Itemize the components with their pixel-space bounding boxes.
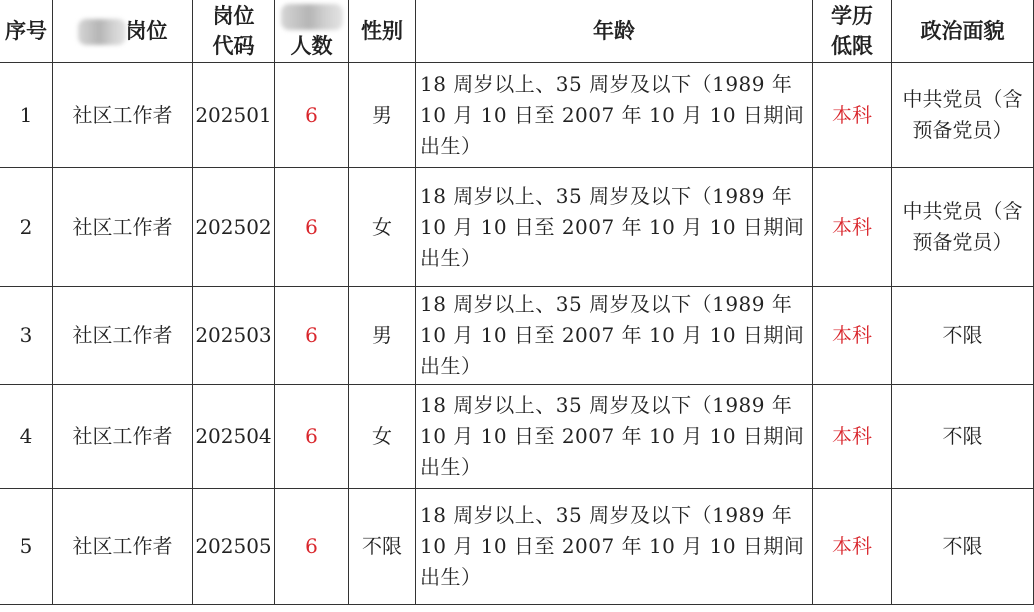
cell-political: 不限 — [892, 385, 1034, 489]
political-line: 中共党员（含 — [902, 199, 1023, 223]
cell-index: 3 — [0, 287, 53, 385]
age-line: 18 周岁以上、35 周岁及以下（1989 年 — [420, 503, 793, 527]
cell-education: 本科 — [813, 63, 892, 168]
cell-index: 1 — [0, 63, 53, 168]
cell-position: 社区工作者 — [53, 385, 193, 489]
age-line: 18 周岁以上、35 周岁及以下（1989 年 — [420, 183, 793, 208]
table-row — [0, 287, 1034, 385]
cell-age — [416, 287, 813, 385]
cell-education: 本科 — [813, 385, 892, 489]
redacted-blur — [78, 19, 126, 45]
age-line: 出生） — [420, 565, 482, 589]
header-edu-line2: 低限 — [831, 34, 873, 58]
cell-gender: 女 — [349, 385, 416, 489]
header-code — [193, 0, 275, 63]
cell-education: 本科 — [813, 489, 892, 605]
cell-education: 本科 — [813, 168, 892, 287]
age-line: 18 周岁以上、35 周岁及以下（1989 年 — [420, 292, 793, 316]
age-line: 10 月 10 日至 2007 年 10 月 10 日期间 — [420, 534, 805, 558]
age-line: 出生） — [420, 245, 482, 270]
cell-index: 4 — [0, 385, 53, 489]
cell-age — [416, 385, 813, 489]
header-education — [813, 0, 892, 63]
age-line: 出生） — [420, 455, 482, 479]
age-line: 18 周岁以上、35 周岁及以下（1989 年 — [420, 393, 793, 417]
cell-gender: 女 — [349, 168, 416, 287]
table-row — [0, 385, 1034, 489]
header-political: 政治面貌 — [892, 0, 1034, 63]
cell-gender: 男 — [349, 63, 416, 168]
header-row — [0, 0, 1034, 63]
header-position-label: 岗位 — [125, 19, 168, 43]
cell-count: 6 — [275, 63, 349, 168]
header-age: 年龄 — [416, 0, 813, 63]
table-row — [0, 63, 1034, 168]
political-line: 中共党员（含 — [902, 87, 1023, 111]
cell-position: 社区工作者 — [53, 63, 193, 168]
table-row — [0, 489, 1034, 605]
age-line: 出生） — [420, 133, 482, 158]
cell-count: 6 — [275, 489, 349, 605]
header-code-line1: 岗位 — [212, 4, 255, 28]
age-line: 10 月 10 日至 2007 年 10 月 10 日期间 — [420, 323, 805, 347]
political-line: 预备党员） — [912, 230, 1013, 254]
cell-gender: 男 — [349, 287, 416, 385]
age-line: 10 月 10 日至 2007 年 10 月 10 日期间 — [420, 214, 805, 239]
cell-code: 202503 — [193, 287, 275, 385]
cell-index: 5 — [0, 489, 53, 605]
cell-gender: 不限 — [349, 489, 416, 605]
cell-political — [892, 63, 1034, 168]
header-position — [53, 0, 193, 63]
cell-code: 202502 — [193, 168, 275, 287]
age-line: 10 月 10 日至 2007 年 10 月 10 日期间 — [420, 102, 805, 127]
redacted-blur — [281, 4, 343, 30]
table-row — [0, 168, 1034, 287]
cell-position: 社区工作者 — [53, 489, 193, 605]
cell-position: 社区工作者 — [53, 168, 193, 287]
cell-code: 202505 — [193, 489, 275, 605]
cell-code: 202501 — [193, 63, 275, 168]
cell-political: 不限 — [892, 489, 1034, 605]
header-count — [275, 0, 349, 63]
age-line: 10 月 10 日至 2007 年 10 月 10 日期间 — [420, 424, 805, 448]
header-edu-line1: 学历 — [831, 4, 873, 28]
cell-age — [416, 489, 813, 605]
cell-political — [892, 168, 1034, 287]
cell-count: 6 — [275, 168, 349, 287]
cell-index: 2 — [0, 168, 53, 287]
cell-age — [416, 63, 813, 168]
cell-education: 本科 — [813, 287, 892, 385]
cell-position: 社区工作者 — [53, 287, 193, 385]
header-code-line2: 代码 — [212, 34, 255, 58]
header-index: 序号 — [0, 0, 53, 63]
age-line: 出生） — [420, 354, 482, 378]
cell-age — [416, 168, 813, 287]
cell-code: 202504 — [193, 385, 275, 489]
cell-count: 6 — [275, 385, 349, 489]
header-gender: 性别 — [349, 0, 416, 63]
cell-political: 不限 — [892, 287, 1034, 385]
political-line: 预备党员） — [912, 118, 1013, 142]
age-line: 18 周岁以上、35 周岁及以下（1989 年 — [420, 71, 793, 96]
cell-count: 6 — [275, 287, 349, 385]
header-count-label: 人数 — [290, 34, 333, 58]
